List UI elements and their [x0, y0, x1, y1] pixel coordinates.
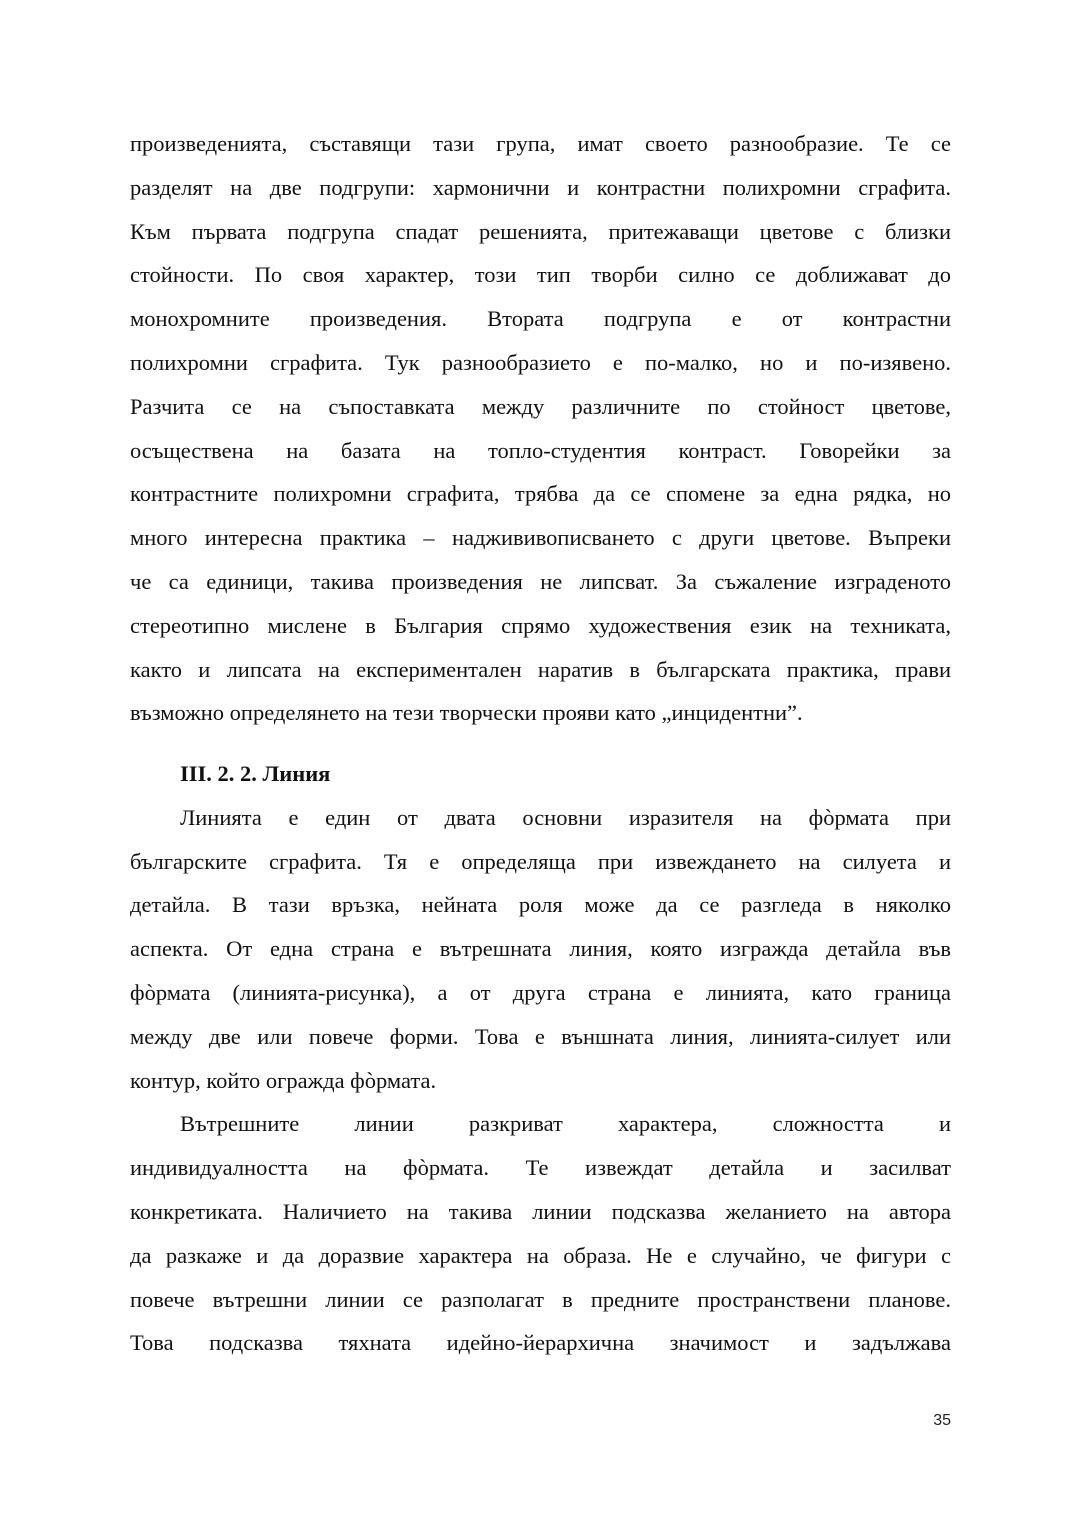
text-line: монохромните произведения. Втората подгрупа е от контрастни	[130, 306, 951, 332]
text-line: Към първата подгрупа спадат решенията, притежаващи цветове с близки	[130, 218, 951, 244]
text-line: стойности. По своя характер, този тип творби силно се доближават до	[130, 262, 951, 288]
text-line: българските сграфита. Тя е определяща при извеждането на силуета и	[130, 848, 951, 874]
text-line: много интересна практика – наджививописването с други цветове. Въпреки	[130, 525, 951, 551]
text-line: разделят на две подгрупи: хармонични и контрастни полихромни сграфита.	[130, 174, 951, 200]
text-line: Линията е един от двата основни изразителя на фòрмата при	[180, 804, 951, 830]
text-line: стереотипно мислене в България спрямо художествения език на техниката,	[130, 612, 951, 638]
text-line: аспекта. От една страна е вътрешната линия, която изгражда детайла във	[130, 936, 951, 962]
text-line: контур, който огражда фòрмата.	[130, 1067, 437, 1093]
section-line	[130, 752, 951, 1365]
text-line: фòрмата (линията-рисунка), а от друга страна е линията, като граница	[130, 979, 951, 1005]
text-line: конкретиката. Наличието на такива линии подсказва желанието на автора	[130, 1198, 951, 1224]
text-line: че са единици, такива произведения не липсват. За съжаление изграденото	[130, 568, 951, 594]
text-line: осъществена на базата на топло-студентия контраст. Говорейки за	[130, 437, 951, 463]
text-line: Вътрешните линии разкриват характера, сложността и	[180, 1111, 951, 1137]
page-number: 35	[933, 1412, 951, 1429]
text-line: индивидуалността на фòрмата. Те извеждат детайла и засилват	[130, 1155, 951, 1181]
text-line: Това подсказва тяхната идейно-йерархична значимост и задължава	[130, 1330, 951, 1356]
text-line: както и липсата на експериментален наратив в българската практика, прави	[130, 656, 951, 682]
text-line: повече вътрешни линии се разполагат в предните пространствени планове.	[130, 1286, 951, 1312]
text-line: произведенията, съставящи тази група, имат своето разнообразие. Те се	[130, 131, 951, 156]
section-heading: III. 2. 2. Линия	[180, 761, 331, 786]
text-line: да разкаже и да доразвие характера на образа. Не е случайно, че фигури с	[130, 1242, 951, 1268]
text-line: контрастните полихромни сграфита, трябва да се спомене за една рядка, но	[130, 481, 951, 507]
text-line: възможно определянето на тези творчески прояви като „инцидентни”.	[130, 700, 803, 726]
text-line: Разчита се на съпоставката между различните по стойност цветове,	[130, 393, 951, 419]
text-line: детайла. В тази връзка, нейната роля може да се разгледа в няколко	[130, 892, 951, 918]
text-line: между две или повече форми. Това е външната линия, линията-силует или	[130, 1023, 951, 1049]
paragraph-continued	[130, 122, 951, 735]
text-line: полихромни сграфита. Тук разнообразието е по-малко, но и по-изявено.	[130, 349, 951, 375]
